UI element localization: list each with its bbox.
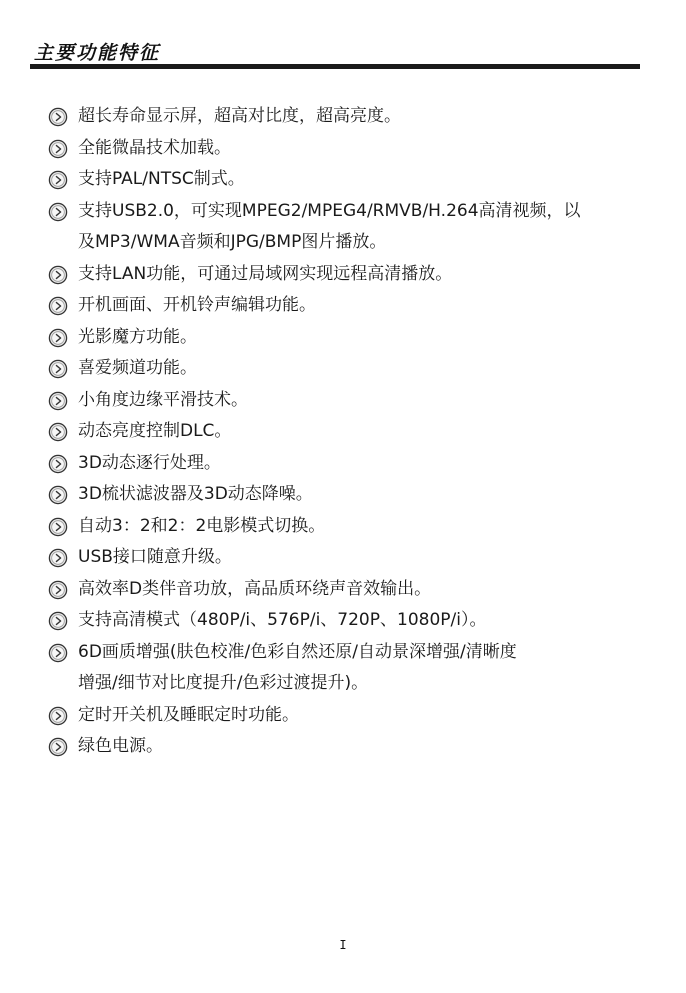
feature-text: 支持LAN功能，可通过局域网实现远程高清播放。: [78, 263, 453, 284]
circled-arrow-bullet-icon: [48, 580, 68, 600]
feature-item: [48, 133, 648, 165]
feature-text: 3D动态逐行处理。: [78, 452, 221, 473]
circled-arrow-bullet-icon: [48, 202, 68, 222]
feature-item: [48, 259, 648, 291]
feature-item: [48, 700, 648, 732]
feature-item: [48, 290, 648, 322]
circled-arrow-bullet-icon: [48, 643, 68, 663]
feature-text: 6D画质增强(肤色校准/色彩自然还原/自动景深增强/清晰度: [78, 641, 517, 662]
circled-arrow-bullet-icon: [48, 296, 68, 316]
feature-text: 全能微晶技术加载。: [78, 137, 231, 158]
feature-text: 光影魔方功能。: [78, 326, 197, 347]
title-divider: [30, 64, 640, 69]
feature-text: 定时开关机及睡眠定时功能。: [78, 704, 299, 725]
circled-arrow-bullet-icon: [48, 611, 68, 631]
feature-text-continuation: 增强/细节对比度提升/色彩过渡提升)。: [78, 673, 369, 693]
feature-item: [48, 479, 648, 511]
circled-arrow-bullet-icon: [48, 265, 68, 285]
feature-text: 绿色电源。: [78, 736, 163, 756]
feature-text-continuation: 及MP3/WMA音频和JPG/BMP图片播放。: [78, 232, 387, 252]
feature-item: [48, 511, 648, 543]
circled-arrow-bullet-icon: [48, 706, 68, 726]
feature-text: 自动3：2和2：2电影模式切换。: [78, 515, 326, 536]
feature-item: [48, 385, 648, 417]
circled-arrow-bullet-icon: [48, 485, 68, 505]
feature-text: USB接口随意升级。: [78, 547, 232, 567]
feature-text: 超长寿命显示屏，超高对比度，超高亮度。: [78, 106, 401, 126]
circled-arrow-bullet-icon: [48, 517, 68, 537]
feature-item: [48, 196, 648, 259]
feature-text: 支持高清模式（480P/i、576P/i、720P、1080P/i）。: [78, 610, 487, 630]
feature-text: 支持PAL/NTSC制式。: [78, 169, 245, 189]
circled-arrow-bullet-icon: [48, 107, 68, 127]
feature-list: [48, 101, 648, 763]
feature-item: [48, 353, 648, 385]
circled-arrow-bullet-icon: [48, 170, 68, 190]
feature-item: [48, 574, 648, 606]
circled-arrow-bullet-icon: [48, 737, 68, 757]
feature-item: [48, 605, 648, 637]
feature-item: [48, 322, 648, 354]
feature-text: 动态亮度控制DLC。: [78, 421, 232, 441]
page-title: 主要功能特征: [34, 42, 161, 64]
feature-text: 3D梳状滤波器及3D动态降噪。: [78, 484, 313, 504]
feature-text: 支持USB2.0，可实现MPEG2/MPEG4/RMVB/H.264高清视频，以: [78, 200, 581, 221]
circled-arrow-bullet-icon: [48, 359, 68, 379]
circled-arrow-bullet-icon: [48, 139, 68, 159]
circled-arrow-bullet-icon: [48, 422, 68, 442]
circled-arrow-bullet-icon: [48, 454, 68, 474]
feature-item: [48, 448, 648, 480]
feature-item: [48, 637, 648, 700]
circled-arrow-bullet-icon: [48, 391, 68, 411]
feature-item: [48, 164, 648, 196]
feature-item: [48, 542, 648, 574]
feature-text: 小角度边缘平滑技术。: [78, 389, 248, 410]
feature-text: 开机画面、开机铃声编辑功能。: [78, 295, 316, 315]
feature-item: [48, 416, 648, 448]
circled-arrow-bullet-icon: [48, 548, 68, 568]
circled-arrow-bullet-icon: [48, 328, 68, 348]
feature-text: 高效率D类伴音功放，高品质环绕声音效输出。: [78, 578, 432, 599]
feature-item: [48, 101, 648, 133]
page-number: I: [339, 938, 347, 952]
feature-text: 喜爱频道功能。: [78, 358, 197, 378]
feature-item: [48, 731, 648, 763]
